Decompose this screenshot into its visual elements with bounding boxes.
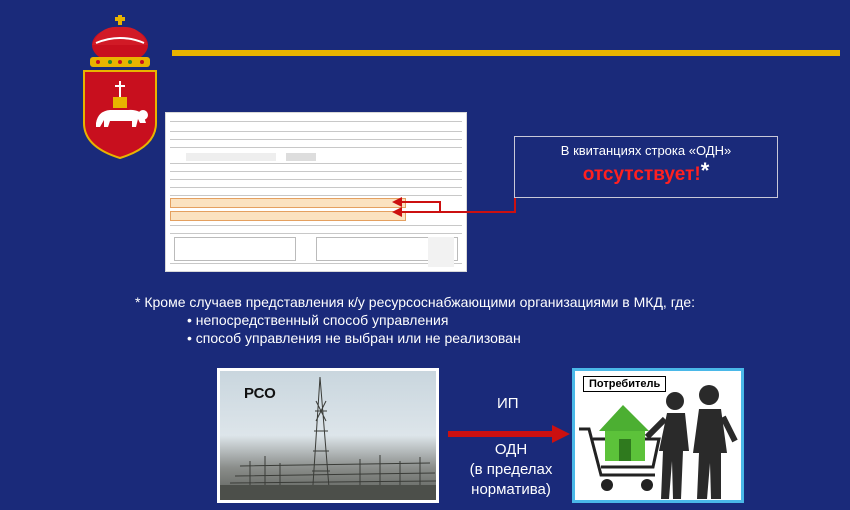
crown-icon [90,15,150,67]
connector-arrows [380,192,520,222]
footnote-bullet-1: • непосредственный способ управления [187,312,449,328]
receipt-highlight-row-2 [170,211,406,221]
shield-icon [84,71,156,158]
rso-label: РСО [244,385,276,402]
coat-of-arms-emblem [80,15,160,160]
odn-line-2: (в пределах [469,461,553,478]
footnote-bullet-2: • способ управления не выбран или не реализован [187,330,521,346]
rso-substation-photo [217,368,439,503]
odn-line-1: ОДН [494,441,528,458]
header-accent-line [172,50,840,56]
footnote [135,293,695,347]
missing-odn-notice [514,136,778,198]
notice-line2: отсутствует! [582,164,701,185]
footnote-main: * Кроме случаев представления к/у ресурсоснабжающими организациями в МКД, где: [135,294,696,310]
receipt-highlight-row-1 [170,198,406,208]
ip-label: ИП [497,395,519,412]
notice-line1: В квитанциях строка «ОДН» [560,143,732,158]
consumer-label: Потребитель [583,376,666,392]
odn-line-3: норматива) [471,481,551,498]
notice-alert [515,158,777,190]
odn-note [455,440,567,500]
notice-star: * [700,158,710,183]
consumer-illustration [572,368,744,503]
